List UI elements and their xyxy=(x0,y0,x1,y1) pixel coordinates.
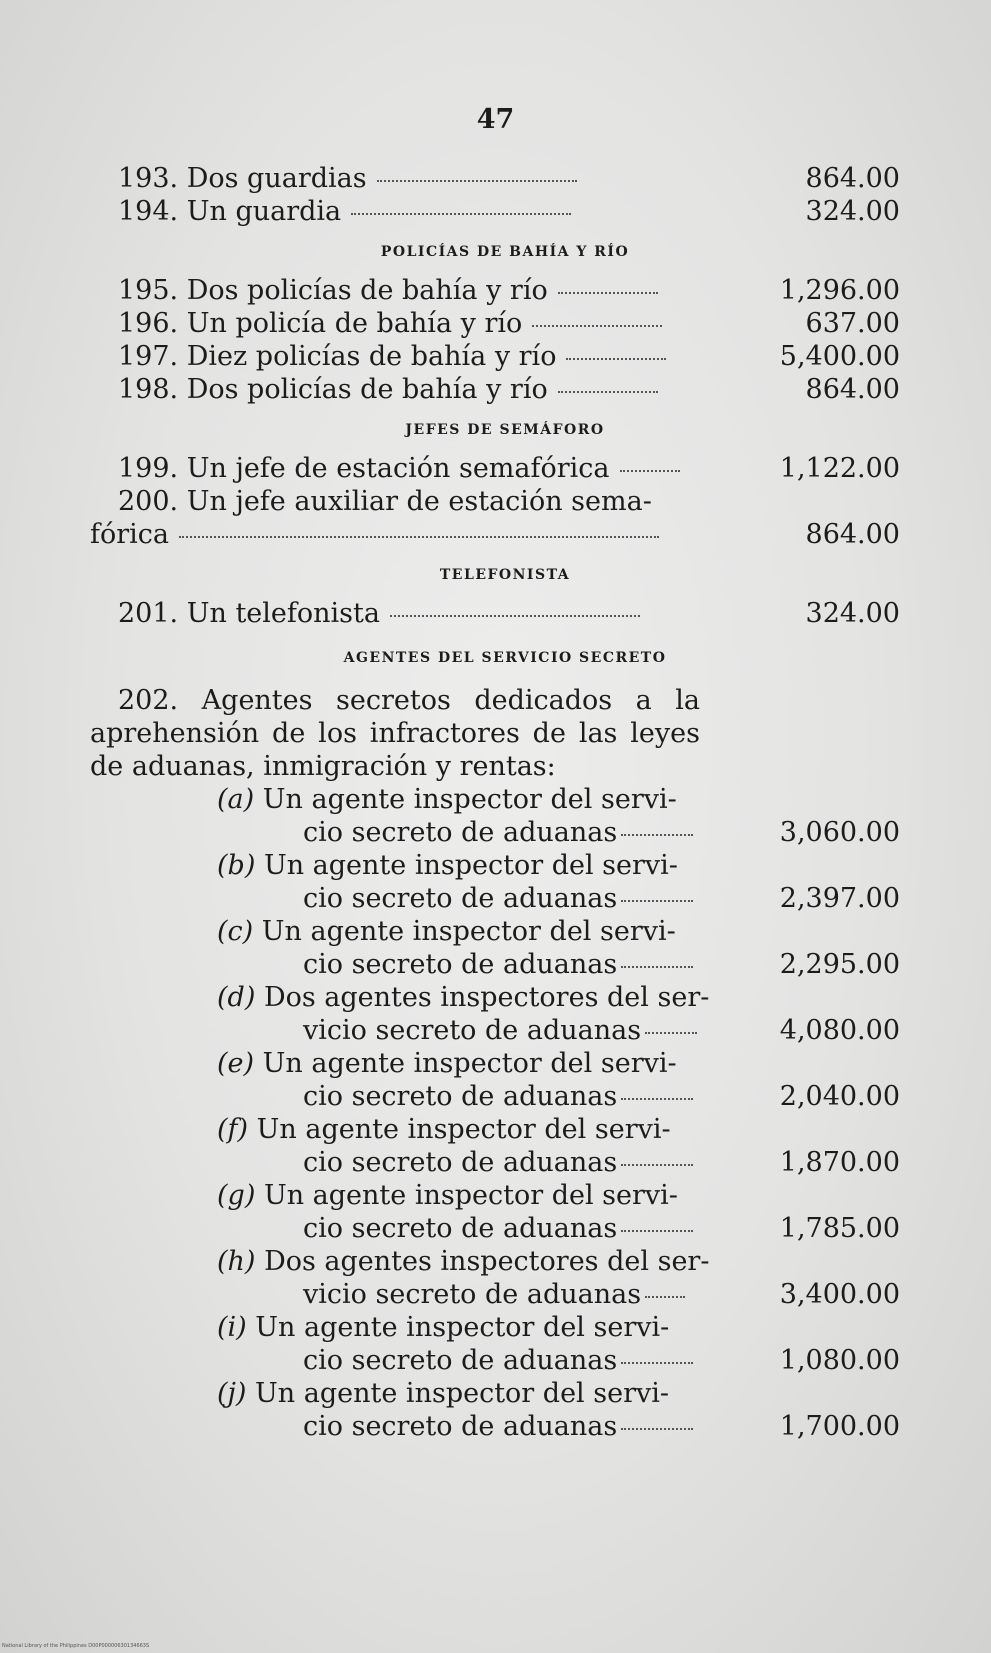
subitem-text: Un agente inspector del servi- xyxy=(256,1114,671,1145)
item-number: 194. xyxy=(118,196,179,227)
subitem-label: (b) xyxy=(217,850,256,881)
subitem-text: cio secreto de aduanas xyxy=(303,1147,618,1178)
subitem-amount: 1,700.00 xyxy=(779,1411,900,1442)
subitem-d xyxy=(90,981,900,1047)
section-heading-telefonista: TELEFONISTA xyxy=(439,567,571,583)
subitem-amount: 1,785.00 xyxy=(779,1213,900,1244)
subitem-text: cio secreto de aduanas xyxy=(303,1345,618,1376)
subitem-label: (j) xyxy=(217,1378,247,1409)
subitem-amount: 1,870.00 xyxy=(779,1147,900,1178)
item-amount: 864.00 xyxy=(805,519,900,550)
subitem-label: (i) xyxy=(217,1312,247,1343)
subitem-f xyxy=(90,1113,900,1179)
dot-leader xyxy=(566,355,666,360)
scan-footer: National Library of the Philippines D00P00000630134663S xyxy=(2,1643,150,1649)
item-text: Diez policías de bahía y río xyxy=(186,341,557,372)
item-text: Un jefe auxiliar de estación sema- xyxy=(186,486,652,517)
item-text: fórica xyxy=(90,519,170,550)
subitem-amount: 2,295.00 xyxy=(779,949,900,980)
line-item-195 xyxy=(90,274,900,307)
dot-leader xyxy=(351,210,571,215)
subitem-c xyxy=(90,915,900,981)
dot-leader xyxy=(645,1029,697,1034)
subitem-amount: 4,080.00 xyxy=(779,1015,900,1046)
subitem-i xyxy=(90,1311,900,1377)
subitem-amount: 3,400.00 xyxy=(779,1279,900,1310)
dot-leader xyxy=(390,612,640,617)
item-number: 199. xyxy=(118,453,179,484)
subitem-text: cio secreto de aduanas xyxy=(303,949,618,980)
subitem-text: Un agente inspector del servi- xyxy=(262,1048,677,1079)
subitem-amount: 3,060.00 xyxy=(779,817,900,848)
item-text: Dos policías de bahía y río xyxy=(186,275,548,306)
subitem-text: Un agente inspector del servi- xyxy=(261,916,676,947)
subitem-text: cio secreto de aduanas xyxy=(303,1213,618,1244)
subitem-label: (f) xyxy=(217,1114,249,1145)
dot-leader xyxy=(621,963,693,968)
subitem-label: (a) xyxy=(217,784,255,815)
line-item-193 xyxy=(90,162,900,195)
subitem-label: (d) xyxy=(217,982,256,1013)
line-item-199 xyxy=(90,452,900,485)
dot-leader xyxy=(621,1359,693,1364)
item-number: 196. xyxy=(118,308,179,339)
subitem-text: Un agente inspector del servi- xyxy=(255,1378,670,1409)
subitem-text: Dos agentes inspectores del ser- xyxy=(263,982,710,1013)
dot-leader xyxy=(645,1293,685,1298)
dot-leader xyxy=(621,1095,693,1100)
dot-leader xyxy=(621,1227,693,1232)
dot-leader xyxy=(620,467,680,472)
item-text: Agentes secretos dedicados a la aprehensión de los infractores de las leyes de aduanas, inmigración y rentas: xyxy=(90,685,700,782)
line-item-194 xyxy=(90,195,900,228)
subitem-b xyxy=(90,849,900,915)
line-item-200-b xyxy=(90,518,900,551)
dot-leader xyxy=(179,533,659,538)
dot-leader xyxy=(621,1161,693,1166)
subitem-label: (h) xyxy=(217,1246,256,1277)
subitem-h xyxy=(90,1245,900,1311)
item-text: Dos guardias xyxy=(186,163,367,194)
line-item-200-a xyxy=(90,485,900,518)
dot-leader xyxy=(558,388,658,393)
subitem-text: cio secreto de aduanas xyxy=(303,1411,618,1442)
item-202-paragraph xyxy=(90,684,700,783)
subitem-amount: 1,080.00 xyxy=(779,1345,900,1376)
item-number: 193. xyxy=(118,163,179,194)
item-number: 195. xyxy=(118,275,179,306)
line-item-198 xyxy=(90,373,900,406)
dot-leader xyxy=(621,831,693,836)
subitem-text: vicio secreto de aduanas xyxy=(303,1279,642,1310)
subitem-j xyxy=(90,1377,900,1443)
subitem-text: cio secreto de aduanas xyxy=(303,883,618,914)
subitem-text: Un agente inspector del servi- xyxy=(255,1312,670,1343)
subitem-e xyxy=(90,1047,900,1113)
dot-leader xyxy=(621,897,693,902)
subitem-g xyxy=(90,1179,900,1245)
item-amount: 5,400.00 xyxy=(779,341,900,372)
item-number: 200. xyxy=(118,486,179,517)
line-item-196 xyxy=(90,307,900,340)
item-amount: 637.00 xyxy=(805,308,900,339)
item-text: Un policía de bahía y río xyxy=(186,308,523,339)
dot-leader xyxy=(532,322,662,327)
line-item-197 xyxy=(90,340,900,373)
subitem-text: Un agente inspector del servi- xyxy=(262,784,677,815)
line-item-201 xyxy=(90,597,900,630)
item-number: 197. xyxy=(118,341,179,372)
dot-leader xyxy=(558,289,658,294)
section-heading-secreto: AGENTES DEL SERVICIO SECRETO xyxy=(343,650,667,666)
subitem-amount: 2,397.00 xyxy=(779,883,900,914)
item-text: Un jefe de estación semafórica xyxy=(186,453,610,484)
subitem-label: (c) xyxy=(217,916,254,947)
subitem-text: Dos agentes inspectores del ser- xyxy=(264,1246,710,1277)
section-heading-semaforo: JEFES DE SEMÁFORO xyxy=(405,422,605,438)
dot-leader xyxy=(621,1425,693,1430)
item-amount: 324.00 xyxy=(805,598,900,629)
subitem-a xyxy=(90,783,900,849)
item-text: Un telefonista xyxy=(186,598,380,629)
item-amount: 864.00 xyxy=(805,374,900,405)
subitem-text: cio secreto de aduanas xyxy=(303,817,618,848)
item-number: 201. xyxy=(118,598,179,629)
page-number: 47 xyxy=(476,104,515,135)
subitem-label: (g) xyxy=(217,1180,256,1211)
item-text: Un guardia xyxy=(186,196,342,227)
item-number: 202. xyxy=(118,685,179,716)
item-text: Dos policías de bahía y río xyxy=(186,374,548,405)
subitem-text: Un agente inspector del servi- xyxy=(263,1180,678,1211)
item-amount: 1,122.00 xyxy=(779,453,900,484)
subitem-label: (e) xyxy=(217,1048,255,1079)
dot-leader xyxy=(377,177,577,182)
section-heading-bahia: POLICÍAS DE BAHÍA Y RÍO xyxy=(380,244,630,260)
document-body xyxy=(90,162,900,1443)
item-amount: 864.00 xyxy=(805,163,900,194)
subitem-text: cio secreto de aduanas xyxy=(303,1081,618,1112)
subitem-text: vicio secreto de aduanas xyxy=(303,1015,642,1046)
subitem-amount: 2,040.00 xyxy=(779,1081,900,1112)
item-amount: 1,296.00 xyxy=(779,275,900,306)
subitem-text: Un agente inspector del servi- xyxy=(263,850,678,881)
item-amount: 324.00 xyxy=(805,196,900,227)
item-number: 198. xyxy=(118,374,179,405)
